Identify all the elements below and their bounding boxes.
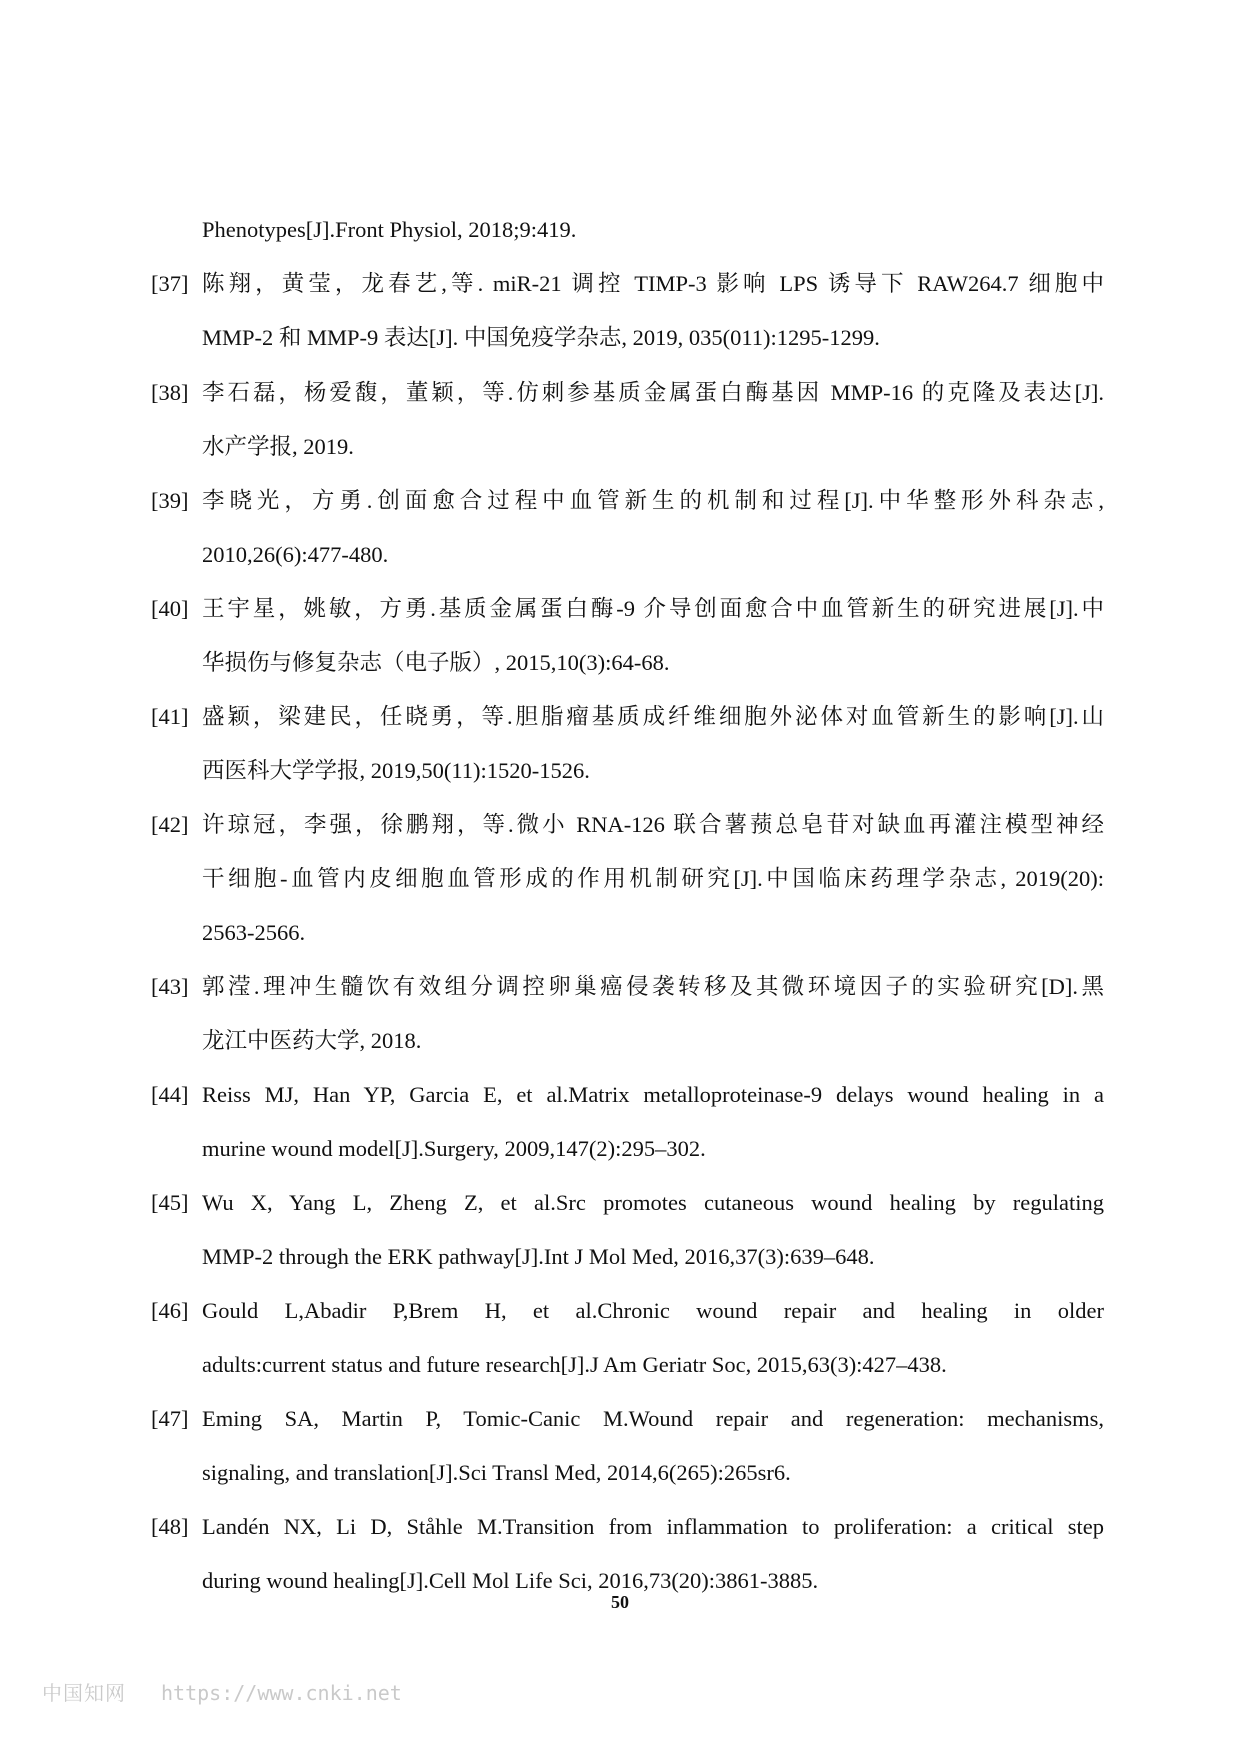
reference-line: adults:current status and future research[J].J Am Geriatr Soc, 2015,63(3):427–438. xyxy=(202,1352,947,1377)
reference-line: 水产学报, 2019. xyxy=(202,434,354,459)
reference-line: 陈翔，黄莹，龙春艺,等. miR-21 调控 TIMP-3 影响 LPS 诱导下 RAW264.7 细胞中 xyxy=(202,271,1104,296)
reference-number: [40] xyxy=(151,596,189,621)
reference-line: signaling, and translation[J].Sci Transl Med, 2014,6(265):265sr6. xyxy=(202,1460,791,1485)
reference-number: [37] xyxy=(151,271,189,296)
cnki-watermark xyxy=(42,1677,402,1706)
reference-number: [39] xyxy=(151,488,189,513)
reference-line: 2010,26(6):477-480. xyxy=(202,542,389,567)
reference-line: 龙江中医药大学, 2018. xyxy=(202,1028,422,1053)
reference-line: 许琼冠，李强，徐鹏翔，等.微小 RNA-126 联合薯蓣总皂苷对缺血再灌注模型神经 xyxy=(202,812,1104,837)
reference-number: [48] xyxy=(151,1514,189,1539)
reference-line: during wound healing[J].Cell Mol Life Sci, 2016,73(20):3861-3885. xyxy=(202,1568,819,1593)
reference-number: [43] xyxy=(151,974,189,999)
reference-line: murine wound model[J].Surgery, 2009,147(2):295–302. xyxy=(202,1136,706,1161)
reference-line: 李晓光，方勇.创面愈合过程中血管新生的机制和过程[J].中华整形外科杂志, xyxy=(202,488,1104,513)
reference-number: [38] xyxy=(151,380,189,405)
reference-number: [42] xyxy=(151,812,189,837)
reference-line: 干细胞-血管内皮细胞血管形成的作用机制研究[J].中国临床药理学杂志, 2019(20): xyxy=(202,866,1104,891)
watermark-brand: 中国知网 xyxy=(42,1681,126,1705)
reference-line: Phenotypes[J].Front Physiol, 2018;9:419. xyxy=(202,217,577,242)
reference-line: Eming SA, Martin P, Tomic-Canic M.Wound repair and regeneration: mechanisms, xyxy=(202,1406,1104,1431)
reference-number: [45] xyxy=(151,1190,189,1215)
watermark-url: https://www.cnki.net xyxy=(161,1681,402,1705)
page-number: 50 xyxy=(611,1592,629,1612)
reference-line: MMP-2 through the ERK pathway[J].Int J Mol Med, 2016,37(3):639–648. xyxy=(202,1244,875,1269)
reference-line: 盛颖，梁建民，任晓勇，等.胆脂瘤基质成纤维细胞外泌体对血管新生的影响[J].山 xyxy=(202,704,1104,729)
reference-line: Gould L,Abadir P,Brem H, et al.Chronic wound repair and healing in older xyxy=(202,1298,1104,1323)
reference-number: [47] xyxy=(151,1406,189,1431)
reference-line: MMP-2 和 MMP-9 表达[J]. 中国免疫学杂志, 2019, 035(011):1295-1299. xyxy=(202,325,880,350)
reference-line: Wu X, Yang L, Zheng Z, et al.Src promotes cutaneous wound healing by regulating xyxy=(202,1190,1104,1215)
reference-number: [46] xyxy=(151,1298,189,1323)
reference-line: 西医科大学学报, 2019,50(11):1520-1526. xyxy=(202,758,590,783)
reference-number: [41] xyxy=(151,704,189,729)
reference-line: 王宇星，姚敏，方勇.基质金属蛋白酶-9 介导创面愈合中血管新生的研究进展[J].中 xyxy=(202,596,1104,621)
reference-number: [44] xyxy=(151,1082,189,1107)
reference-line: 李石磊，杨爱馥，董颖，等.仿刺参基质金属蛋白酶基因 MMP-16 的克隆及表达[J]. xyxy=(202,380,1104,405)
reference-line: 郭滢.理冲生髓饮有效组分调控卵巢癌侵袭转移及其微环境因子的实验研究[D].黑 xyxy=(202,974,1104,999)
reference-line: Reiss MJ, Han YP, Garcia E, et al.Matrix metalloproteinase-9 delays wound healing in a xyxy=(202,1082,1104,1107)
reference-line: 华损伤与修复杂志（电子版）, 2015,10(3):64-68. xyxy=(202,650,670,675)
reference-line: 2563-2566. xyxy=(202,920,306,945)
reference-line: Landén NX, Li D, Ståhle M.Transition from inflammation to proliferation: a critical step xyxy=(202,1514,1104,1539)
